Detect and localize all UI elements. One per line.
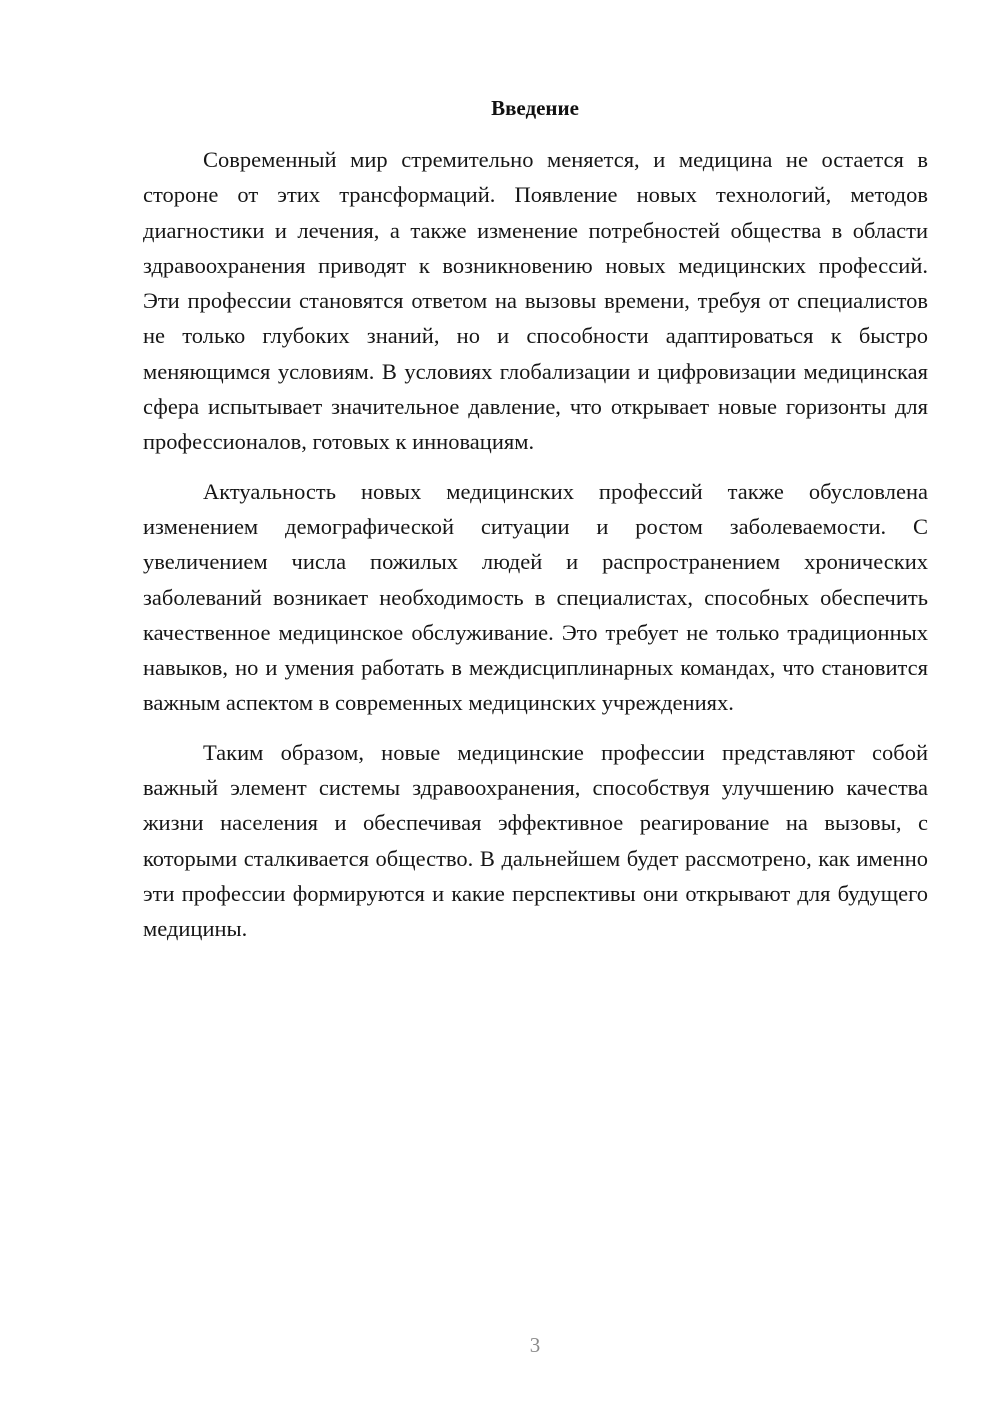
paragraph-3: Таким образом, новые медицинские профессии представляют собой важный элемент системы здравоохранения, способствуя улучшению качества жизни населения и обеспечивая эффективное реагирование на вызовы, с которыми сталкивается общество. В дальнейшем будет рассмотрено, как именно эти профессии формируются и какие перспективы они открывают для будущего медицины. [143,739,928,942]
page-number: 3 [529,1333,541,1357]
section-heading: Введение [491,96,579,120]
paragraph-2: Актуальность новых медицинских профессий также обусловлена изменением демографической ситуации и ростом заболеваемости. С увеличением числа пожилых людей и распространением хронических заболеваний возникает необходимость в специалистах, способных обеспечить качественное медицинское обслуживание. Это требует не только традиционных навыков, но и умения работать в междисциплинарных командах, что становится важным аспектом в современных медицинских учреждениях. [143,478,928,716]
paragraph-1: Современный мир стремительно меняется, и медицина не остается в стороне от этих трансформаций. Появление новых технологий, методов диагностики и лечения, а также изменение потребностей общества в области здравоохранения приводят к возникновению новых медицинских профессий. Эти профессии становятся ответом на вызовы времени, требуя от специалистов не только глубоких знаний, но и способности адаптироваться к быстро меняющимся условиям. В условиях глобализации и цифровизации медицинская сфера испытывает значительное давление, что открывает новые горизонты для профессионалов, готовых к инновациям. [143,147,928,455]
body-text [143,142,928,947]
